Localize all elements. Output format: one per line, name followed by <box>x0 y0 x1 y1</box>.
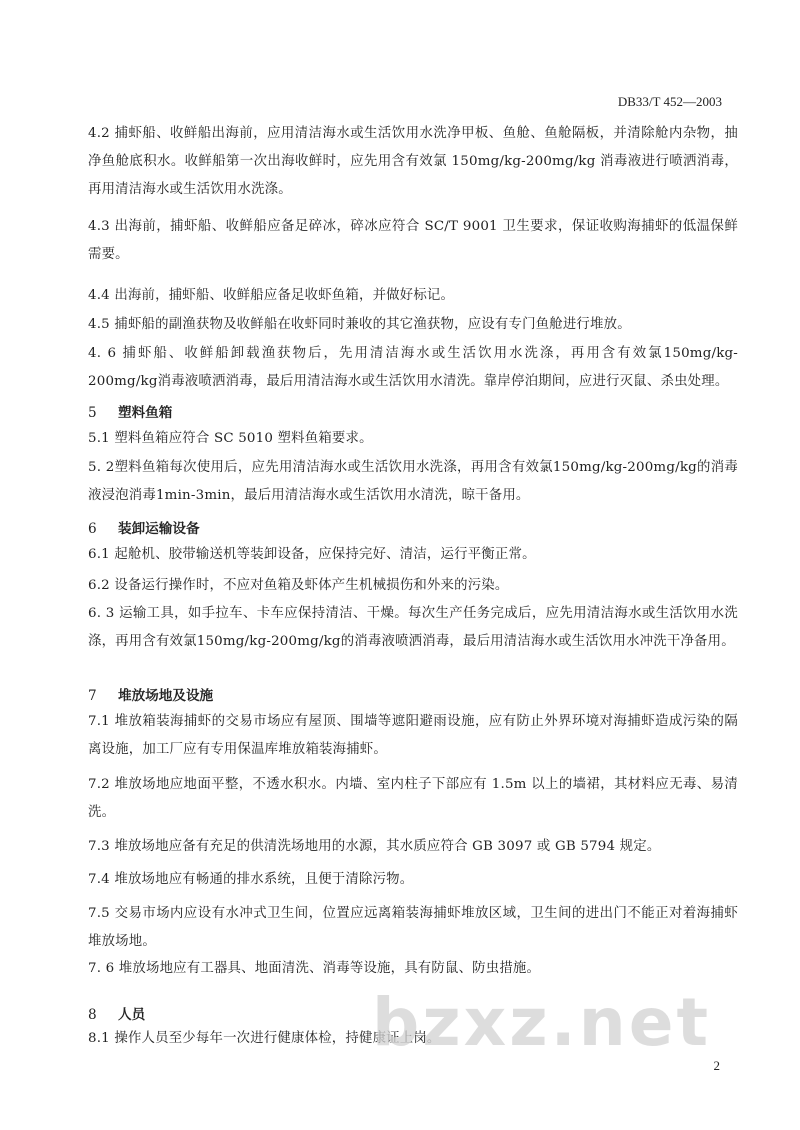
clause-6-1: 6.1 起舱机、胶带输送机等装卸设备，应保持完好、清洁，运行平衡正常。 <box>88 547 536 562</box>
clause-6-2: 6.2 设备运行操作时，不应对鱼箱及虾体产生机械损伤和外来的污染。 <box>88 578 509 593</box>
section-7-number: 7 <box>88 688 97 704</box>
clause-8-1: 8.1 操作人员至少每年一次进行健康体检，持健康证上岗。 <box>88 1031 441 1046</box>
clause-5-2: 5. 2塑料鱼箱每次使用后，应先用清洁海水或生活饮用水洗涤，再用含有效氯150mg/kg-200mg/kg的消毒液浸泡消毒1min-3min，最后用清洁海水或生活饮用水清洗，晾干备用。 <box>88 460 738 503</box>
clause-7-3: 7.3 堆放场地应备有充足的供清洗场地用的水源，其水质应符合 GB 3097 或 GB 5794 规定。 <box>88 839 661 854</box>
clause-7-4: 7.4 堆放场地应有畅通的排水系统，且便于清除污物。 <box>88 872 414 887</box>
section-5-title: 塑料鱼箱 <box>118 405 173 421</box>
clause-6-3: 6. 3 运输工具，如手拉车、卡车应保持清洁、干燥。每次生产任务完成后，应先用清洁海水或生活饮用水洗涤，再用含有效氯150mg/kg-200mg/kg的消毒液喷洒消毒，最后用清洁海水或生活饮用水冲洗干净备用。 <box>88 606 738 649</box>
section-5-heading <box>88 402 172 424</box>
section-7-heading <box>88 685 213 707</box>
section-8-number: 8 <box>88 1007 97 1023</box>
clause-7-5: 7.5 交易市场内应设有水冲式卫生间，位置应远离箱装海捕虾堆放区域，卫生间的进出门不能正对着海捕虾堆放场地。 <box>88 906 738 949</box>
page-number: 2 <box>713 1058 720 1073</box>
clause-4-2: 4.2 捕虾船、收鲜船出海前，应用清洁海水或生活饮用水洗净甲板、鱼舱、鱼舱隔板，并清除舱内杂物，抽净鱼舱底积水。收鲜船第一次出海收鲜时，应先用含有效氯 150mg/kg-200mg/kg 消毒液进行喷洒消毒，再用清洁海水或生活饮用水洗涤。 <box>88 126 738 197</box>
clause-7-2: 7.2 堆放场地应地面平整，不透水积水。内墙、室内柱子下部应有 1.5m 以上的墙裙，其材料应无毒、易清洗。 <box>88 777 738 820</box>
section-8-heading <box>88 1004 145 1026</box>
section-8-title: 人员 <box>118 1007 146 1023</box>
section-6-title: 装卸运输设备 <box>118 521 200 537</box>
section-6-heading <box>88 518 200 540</box>
clause-7-6: 7. 6 堆放场地应有工器具、地面清洗、消毒等设施，具有防鼠、防虫措施。 <box>88 961 541 976</box>
section-6-number: 6 <box>88 521 97 537</box>
clause-4-6: 4. 6 捕虾船、收鲜船卸载渔获物后，先用清洁海水或生活饮用水洗涤，再用含有效氯150mg/kg-200mg/kg消毒液喷洒消毒，最后用清洁海水或生活饮用水清洗。靠岸停泊期间，应进行灭鼠、杀虫处理。 <box>88 346 738 389</box>
section-5-number: 5 <box>88 405 97 421</box>
clause-7-1: 7.1 堆放箱装海捕虾的交易市场应有屋顶、围墙等遮阳避雨设施，应有防止外界环境对海捕虾造成污染的隔离设施，加工厂应有专用保温库堆放箱装海捕虾。 <box>88 714 738 757</box>
clause-4-4: 4.4 出海前，捕虾船、收鲜船应备足收虾鱼箱，并做好标记。 <box>88 288 455 303</box>
clause-4-3: 4.3 出海前，捕虾船、收鲜船应备足碎冰，碎冰应符合 SC/T 9001 卫生要求，保证收购海捕虾的低温保鲜需要。 <box>88 219 738 262</box>
clause-4-5: 4.5 捕虾船的副渔获物及收鲜船在收虾同时兼收的其它渔获物，应设有专门鱼舱进行堆放。 <box>88 317 631 332</box>
clause-5-1: 5.1 塑料鱼箱应符合 SC 5010 塑料鱼箱要求。 <box>88 431 373 446</box>
document-id-header: DB33/T 452—2003 <box>617 94 722 109</box>
watermark-logo: bzxz.net <box>372 984 712 1061</box>
section-7-title: 堆放场地及设施 <box>118 688 214 704</box>
